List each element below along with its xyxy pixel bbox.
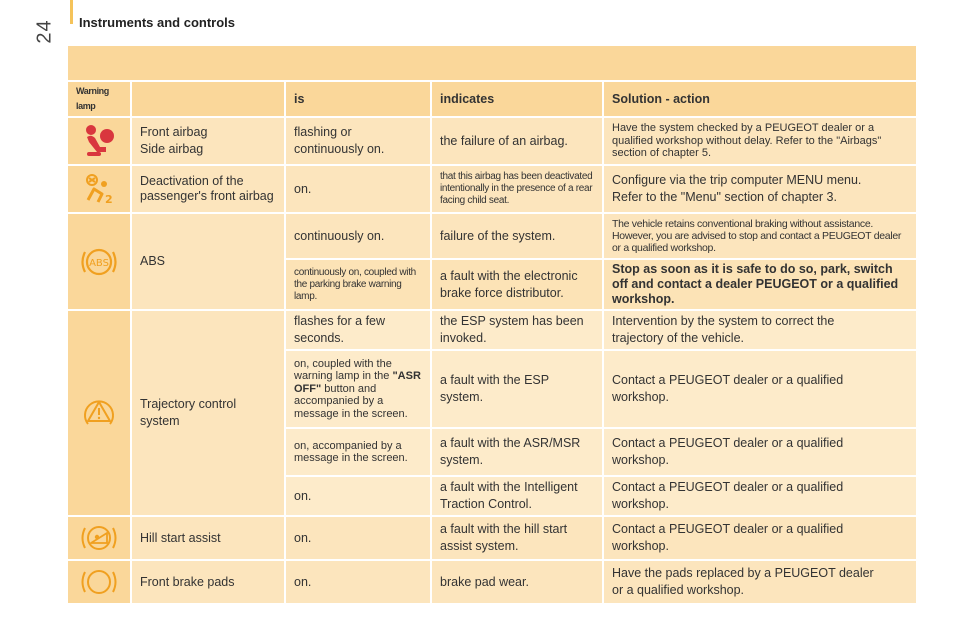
page-number: 24 — [33, 19, 56, 44]
solution-text: trajectory of the vehicle. — [612, 331, 745, 345]
abs-warning-icon — [68, 214, 132, 311]
state-text: on. — [286, 517, 432, 561]
indicates-text: a fault with the electronic — [440, 268, 578, 283]
warning-lamps-table — [68, 82, 916, 605]
indicates-text: the failure of an airbag. — [432, 118, 604, 166]
function-trajectory-control: Trajectory control — [140, 397, 237, 411]
table-row — [68, 214, 916, 260]
solution-text: Stop as soon as it is safe to do so, park, switch off and contact a dealer PEUGEOT or a qualified workshop. — [604, 260, 916, 311]
solution-text: The vehicle retains conventional braking without assistance. However, you are advised to stop and contact a PEUGEOT dealer or a qualified workshop. — [604, 214, 916, 260]
solution-text: workshop. — [612, 539, 669, 553]
indicates-text: brake force distributor. — [440, 285, 564, 300]
solution-text: workshop. — [612, 453, 669, 467]
solution-text: Have the system checked by a PEUGEOT dealer or a qualified workshop without delay. Refer to the "Airbags" section of chapter 5. — [604, 118, 916, 166]
function-abs: ABS — [132, 214, 286, 311]
state-text — [286, 351, 432, 429]
solution-text: workshop. — [612, 497, 669, 511]
brake-pads-icon — [68, 561, 132, 605]
indicates-text: a fault with the hill start — [440, 522, 568, 536]
state-text: on. — [286, 561, 432, 605]
function-trajectory-control: system — [140, 414, 180, 428]
table-banner — [68, 46, 916, 80]
header-function — [132, 82, 286, 118]
table-row — [68, 311, 916, 351]
indicates-text: Traction Control. — [440, 497, 532, 511]
indicates-text: a fault with the Intelligent — [440, 480, 578, 494]
indicates-text: a fault with the ESP — [440, 373, 550, 387]
indicates-text: invoked. — [440, 331, 487, 345]
state-text: continuously on. — [294, 142, 385, 156]
function-side-airbag: Side airbag — [140, 142, 204, 156]
function-passenger-airbag: Deactivation of the passenger's front airbag — [132, 166, 286, 214]
state-text-part: button and accompanied by a message in the screen. — [294, 382, 408, 420]
section-marker — [70, 0, 73, 24]
indicates-text: failure of the system. — [432, 214, 604, 260]
indicates-text: that this airbag has been deactivated intentionally in the presence of a rear facing child seat. — [432, 166, 604, 214]
table-row — [68, 166, 916, 214]
state-text-part: on, coupled with the warning lamp in the — [294, 357, 393, 383]
indicates-text: brake pad wear. — [432, 561, 604, 605]
header-is: is — [286, 82, 432, 118]
solution-text: Configure via the trip computer MENU menu. — [612, 173, 862, 187]
asr-off-label: "ASR OFF" — [294, 370, 421, 395]
indicates-text: system. — [440, 390, 484, 404]
header-solution: Solution - action — [604, 82, 916, 118]
solution-text: Contact a PEUGEOT dealer or a qualified — [612, 522, 844, 536]
solution-text: workshop. — [612, 390, 669, 404]
state-text: flashes for a few — [294, 314, 386, 328]
state-text: on, accompanied by a message in the screen. — [286, 429, 432, 477]
table-row — [68, 118, 916, 166]
indicates-text: the ESP system has been — [440, 314, 584, 328]
header-indicates: indicates — [432, 82, 604, 118]
airbag-warning-icon — [68, 118, 132, 166]
indicates-text: assist system. — [440, 539, 519, 553]
section-title: Instruments and controls — [79, 15, 236, 30]
passenger-airbag-off-icon — [68, 166, 132, 214]
solution-text: Intervention by the system to correct the — [612, 314, 835, 328]
state-text: on. — [286, 166, 432, 214]
solution-text: Contact a PEUGEOT dealer or a qualified — [612, 436, 844, 450]
function-brake-pads: Front brake pads — [132, 561, 286, 605]
table-row — [68, 517, 916, 561]
solution-text: Contact a PEUGEOT dealer or a qualified — [612, 480, 844, 494]
function-front-airbag: Front airbag — [140, 125, 208, 139]
function-hill-start: Hill start assist — [132, 517, 286, 561]
table-row — [68, 561, 916, 605]
solution-text: or a qualified workshop. — [612, 583, 745, 597]
table-header-row — [68, 82, 916, 118]
state-text: continuously on. — [286, 214, 432, 260]
state-text: seconds. — [294, 331, 345, 345]
header-warning-lamp: Warning lamp — [68, 82, 132, 118]
abs-icon-label: ABS — [89, 257, 109, 269]
indicates-text: a fault with the ASR/MSR — [440, 436, 581, 450]
svg-text:2: 2 — [105, 193, 113, 206]
state-text: continuously on, coupled with the parking brake warning lamp. — [286, 260, 432, 311]
state-text: flashing or — [294, 125, 352, 139]
solution-text: Refer to the "Menu" section of chapter 3. — [612, 190, 837, 204]
solution-text: Have the pads replaced by a PEUGEOT dealer — [612, 566, 874, 580]
indicates-text: system. — [440, 453, 484, 467]
state-text: on. — [286, 477, 432, 517]
trajectory-control-icon — [68, 311, 132, 517]
hill-start-assist-icon — [68, 517, 132, 561]
solution-text: Contact a PEUGEOT dealer or a qualified — [612, 373, 844, 387]
